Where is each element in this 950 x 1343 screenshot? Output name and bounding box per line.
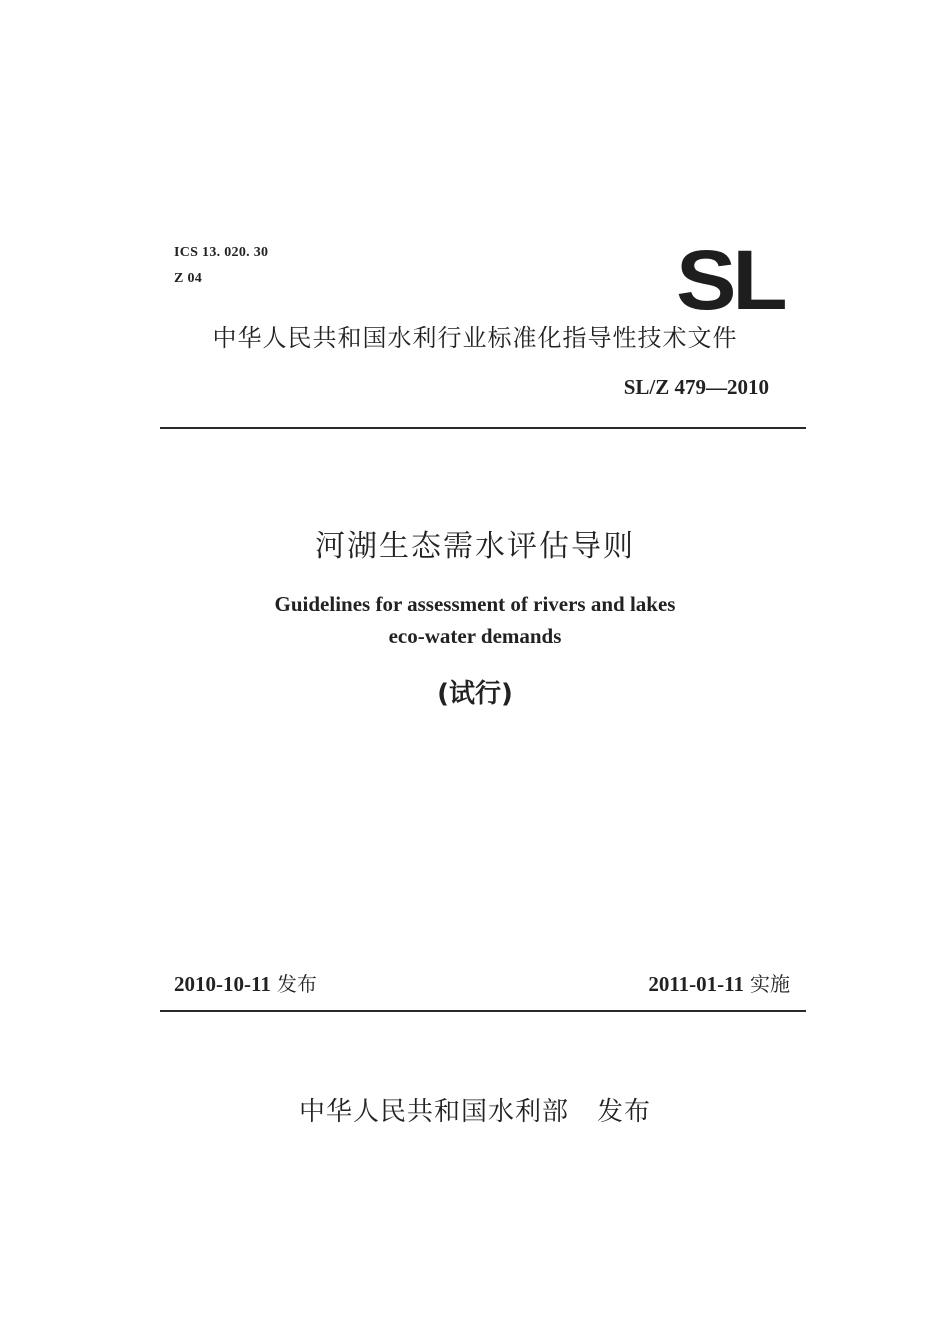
sl-logo: SL xyxy=(676,233,784,327)
class-code: Z 04 xyxy=(174,271,203,286)
title-english-line1: Guidelines for assessment of rivers and lakes xyxy=(274,592,676,616)
effective-date: 2011-01-11 xyxy=(648,972,744,996)
document-type xyxy=(0,322,950,354)
issue-date-block xyxy=(174,970,317,998)
effective-date-block xyxy=(648,970,790,998)
top-divider xyxy=(160,427,806,429)
ics-code: ICS 13. 020. 30 xyxy=(174,245,269,260)
standard-number: SL/Z 479—2010 xyxy=(623,375,769,399)
title-english-line2: eco-water demands xyxy=(388,624,562,648)
trial-note: (试行) xyxy=(437,679,513,709)
document-type-text: 中华人民共和国水利行业标准化指导性技术文件 xyxy=(212,324,738,352)
publish-label: 发布 xyxy=(597,1097,652,1127)
title-english xyxy=(0,588,950,652)
issue-date: 2010-10-11 xyxy=(174,972,271,996)
title-chinese: 河湖生态需水评估导则 xyxy=(315,529,635,564)
publisher-name: 中华人民共和国水利部 xyxy=(298,1097,569,1127)
bottom-divider xyxy=(160,1010,806,1012)
classification-codes xyxy=(174,244,268,296)
publisher-block xyxy=(0,1094,950,1130)
effective-label: 实施 xyxy=(750,972,790,996)
issue-label: 发布 xyxy=(276,972,317,996)
